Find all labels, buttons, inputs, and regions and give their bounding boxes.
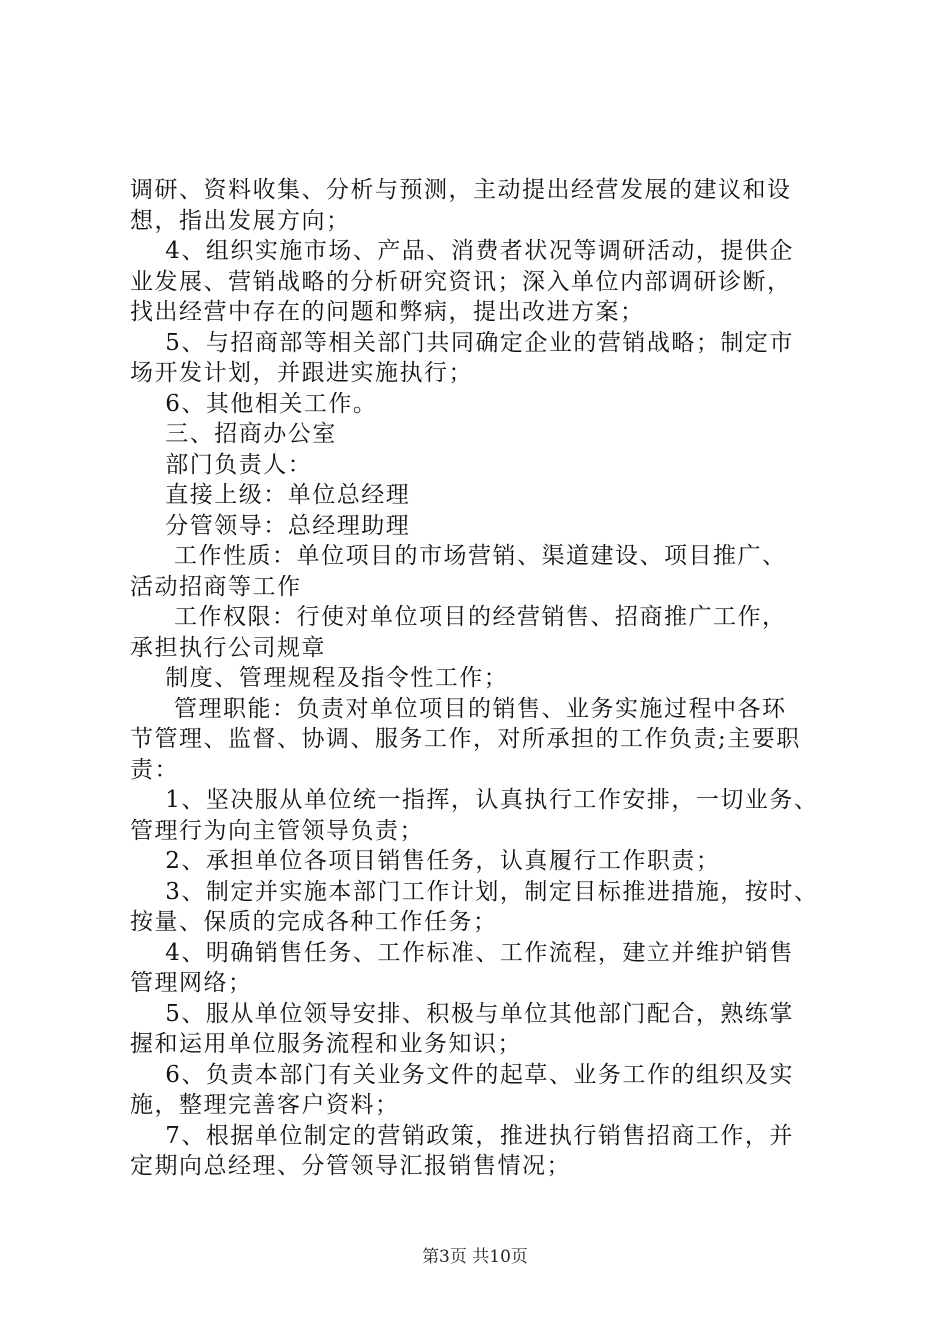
text-line: 6、负责本部门有关业务文件的起草、业务工作的组织及实 (130, 1061, 794, 1088)
text-line: 直接上级：单位总经理 (130, 482, 411, 508)
text-line: 活动招商等工作 (130, 573, 302, 600)
text-line: 5、服从单位领导安排、积极与单位其他部门配合，熟练掌 (130, 1000, 794, 1027)
text-line: 节管理、监督、协调、服务工作，对所承担的工作负责;主要职 (130, 726, 801, 752)
text-line: 场开发计划，并跟进实施执行； (130, 360, 473, 386)
text-line: 责： (130, 756, 179, 783)
page-number: 第3页 共10页 (422, 1247, 528, 1267)
text-line: 想，指出发展方向； (130, 207, 351, 234)
text-line: 2、承担单位各项目销售任务，认真履行工作职责； (130, 848, 721, 874)
text-line: 工作权限：行使对单位项目的经营销售、招商推广工作， (130, 604, 787, 630)
text-line: 管理职能：负责对单位项目的销售、业务实施过程中各环 (130, 695, 787, 722)
document-body (130, 175, 845, 1182)
text-line: 调研、资料收集、分析与预测，主动提出经营发展的建议和设 (130, 177, 792, 203)
text-line: 4、明确销售任务、工作标准、工作流程，建立并维护销售 (130, 939, 794, 966)
text-line: 6、其他相关工作。 (130, 390, 378, 417)
text-line: 7、根据单位制定的营销政策，推进执行销售招商工作，并 (130, 1122, 794, 1149)
text-line: 定期向总经理、分管领导汇报销售情况； (130, 1153, 571, 1179)
text-line: 1、坚决服从单位统一指挥，认真执行工作安排，一切业务、 (130, 787, 819, 813)
text-line: 施，整理完善客户资料； (130, 1092, 400, 1118)
text-line: 制度、管理规程及指令性工作； (130, 665, 509, 691)
text-line: 握和运用单位服务流程和业务知识； (130, 1031, 522, 1057)
text-line: 工作性质：单位项目的市场营销、渠道建设、项目推广、 (130, 543, 787, 569)
page-footer (0, 1242, 950, 1267)
text-line: 业发展、营销战略的分析研究资讯；深入单位内部调研诊断， (130, 268, 792, 295)
text-line: 分管领导：总经理助理 (130, 512, 411, 539)
text-line: 部门负责人： (130, 451, 313, 478)
text-line: 管理行为向主管领导负责； (130, 817, 424, 844)
section-heading: 三、招商办公室 (130, 421, 337, 447)
text-line: 5、与招商部等相关部门共同确定企业的营销战略；制定市 (130, 329, 794, 356)
text-line: 3、制定并实施本部门工作计划，制定目标推进措施，按时、 (130, 878, 819, 905)
text-line: 找出经营中存在的问题和弊病，提出改进方案； (130, 299, 645, 325)
text-line: 4、组织实施市场、产品、消费者状况等调研活动，提供企 (130, 238, 794, 264)
text-line: 管理网络； (130, 970, 253, 996)
text-line: 承担执行公司规章 (130, 634, 326, 661)
text-line: 按量、保质的完成各种工作任务； (130, 909, 498, 935)
